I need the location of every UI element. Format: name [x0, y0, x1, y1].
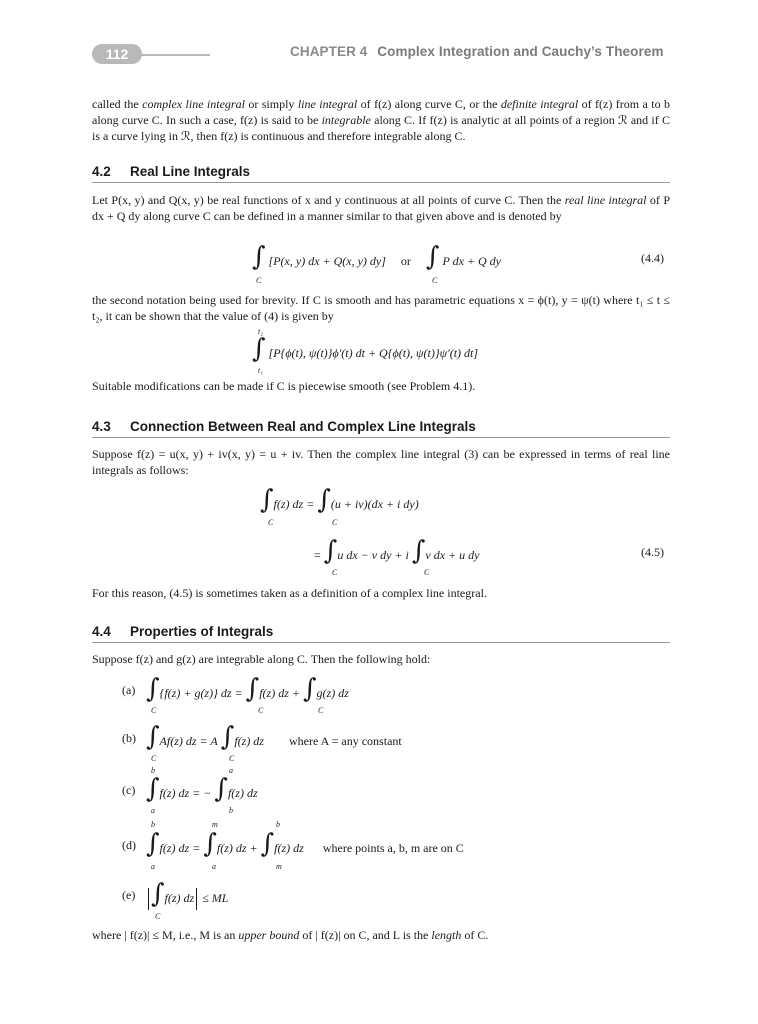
property-label-d: (d): [122, 838, 136, 852]
sec42-paragraph-2: the second notation being used for brevity. If C is smooth and has parametric equations x = ϕ(t), y = ψ(t) where t₁ ≤ t ≤ t₂, it can be shown that the value of (4) is given by: [92, 293, 670, 323]
integral-sign: ∫: [317, 485, 331, 515]
integral-sign: ∫: [302, 674, 317, 704]
upper-limit-b: b: [151, 820, 155, 829]
section-heading-4-3: 4.3 Connection Between Real and Complex Line Integrals: [92, 419, 670, 438]
upper-limit-m: m: [212, 820, 218, 829]
property-label-b: (b): [122, 731, 136, 745]
parametric-equation: ∫ [P{ϕ(t), ψ(t)}ϕ′(t) dt + Q{ϕ(t), ψ(t)}ψ′(t) dt]: [252, 334, 479, 364]
integral-sign: ∫: [151, 879, 165, 909]
lower-limit-a: a: [212, 862, 216, 871]
integral-sign: ∫: [260, 485, 274, 515]
limit-c: C: [229, 754, 235, 763]
running-head: [290, 44, 664, 59]
integral-sign: ∫: [425, 242, 440, 272]
sec43-paragraph-1: Suppose f(z) = u(x, y) + iv(x, y) = u + iv. Then the complex line integral (3) can be expressed in terms of real line integrals as follows:: [92, 447, 670, 477]
upper-limit-b: b: [276, 820, 280, 829]
property-e: ∫f(z) dz ≤ ML: [146, 881, 228, 910]
upper-limit-a: a: [229, 766, 233, 775]
sec42-paragraph-3: Suitable modifications can be made if C is piecewise smooth (see Problem 4.1).: [92, 379, 476, 393]
abs-bar: [148, 888, 149, 910]
section-heading-4-4: 4.4 Properties of Integrals: [92, 624, 670, 643]
sec42-paragraph-1: Let P(x, y) and Q(x, y) be real functions of x and y continuous at all points of curve C. Then the real line integral of P dx + Q dy along curve C can be defined in a manner similar to that given above and is denoted by: [92, 193, 670, 223]
lower-limit: t₁: [258, 366, 264, 375]
integral-sign: ∫: [220, 722, 235, 752]
header-rule: [140, 54, 210, 56]
limit-c: C: [318, 706, 324, 715]
limit-c: C: [258, 706, 264, 715]
lower-limit-b: b: [229, 806, 233, 815]
property-d: ∫f(z) dz = ∫f(z) dz + ∫f(z) dz where points a, b, m are on C: [146, 829, 464, 859]
integral-sign: ∫: [323, 536, 338, 566]
chapter-title: Complex Integration and Cauchy’s Theorem: [377, 44, 664, 59]
property-a: ∫{f(z) + g(z)} dz = ∫f(z) dz + ∫g(z) dz: [146, 674, 349, 704]
limit-c: C: [332, 568, 338, 577]
sec44-paragraph-1: Suppose f(z) and g(z) are integrable along C. Then the following hold:: [92, 652, 431, 666]
limit-c: C: [151, 706, 157, 715]
page-number: 112: [92, 44, 142, 64]
integral-sign: ∫: [411, 536, 426, 566]
limit-c: C: [155, 912, 161, 921]
section-heading-4-2: 4.2 Real Line Integrals: [92, 164, 670, 183]
sec43-paragraph-2: For this reason, (4.5) is sometimes taken as a definition of a complex line integral.: [92, 586, 487, 600]
property-label-a: (a): [122, 683, 136, 697]
integral-sign: ∫: [146, 829, 160, 859]
integral-sign: ∫: [146, 774, 160, 804]
chapter-label: CHAPTER 4: [290, 44, 368, 59]
sec44-paragraph-2: where | f(z)| ≤ M, i.e., M is an upper bound of | f(z)| on C, and L is the length of C.: [92, 928, 489, 942]
integral-sign: ∫: [252, 242, 266, 272]
limit-c: C: [332, 518, 338, 527]
property-b: ∫Af(z) dz = A ∫f(z) dz where A = any constant: [146, 722, 402, 752]
equation-number-4-4: (4.4): [641, 251, 664, 265]
limit-c: C: [256, 276, 262, 285]
integral-sign: ∫: [214, 774, 228, 804]
equation-4-5-line-1: ∫f(z) dz = ∫(u + iv)(dx + i dy): [260, 485, 419, 515]
limit-c: C: [268, 518, 274, 527]
upper-limit-b: b: [151, 766, 155, 775]
equation-number-4-5: (4.5): [641, 545, 664, 559]
integral-sign: ∫: [203, 829, 217, 859]
limit-c: C: [424, 568, 430, 577]
integral-sign: ∫: [245, 674, 260, 704]
integral-sign: ∫: [260, 829, 275, 859]
integral-sign: ∫: [252, 334, 266, 364]
equation-4-4: ∫ [P(x, y) dx + Q(x, y) dy] or ∫ P dx + Q dy: [252, 242, 501, 272]
lower-limit-m: m: [276, 862, 282, 871]
property-c: ∫f(z) dz = − ∫f(z) dz: [146, 774, 258, 804]
integral-sign: ∫: [146, 722, 160, 752]
property-label-c: (c): [122, 783, 136, 797]
lower-limit-a: a: [151, 806, 155, 815]
limit-c: C: [151, 754, 157, 763]
abs-bar: [196, 888, 197, 910]
property-label-e: (e): [122, 888, 136, 902]
integral-sign: ∫: [146, 674, 160, 704]
lower-limit-a: a: [151, 862, 155, 871]
intro-paragraph: called the complex line integral or simply line integral of f(z) along curve C, or the definite integral of f(z) from a to b along curve C. In such a case, f(z) is said to be integrable along C. If f(z) is analytic at all points of a region ℛ and if C is a curve lying in ℛ, then f(z) is continuous and therefore integrable along C.: [92, 97, 670, 143]
limit-c: C: [432, 276, 438, 285]
upper-limit: t₂: [258, 327, 264, 336]
equation-4-5-line-2: = ∫u dx − v dy + i ∫v dx + u dy: [314, 536, 480, 566]
